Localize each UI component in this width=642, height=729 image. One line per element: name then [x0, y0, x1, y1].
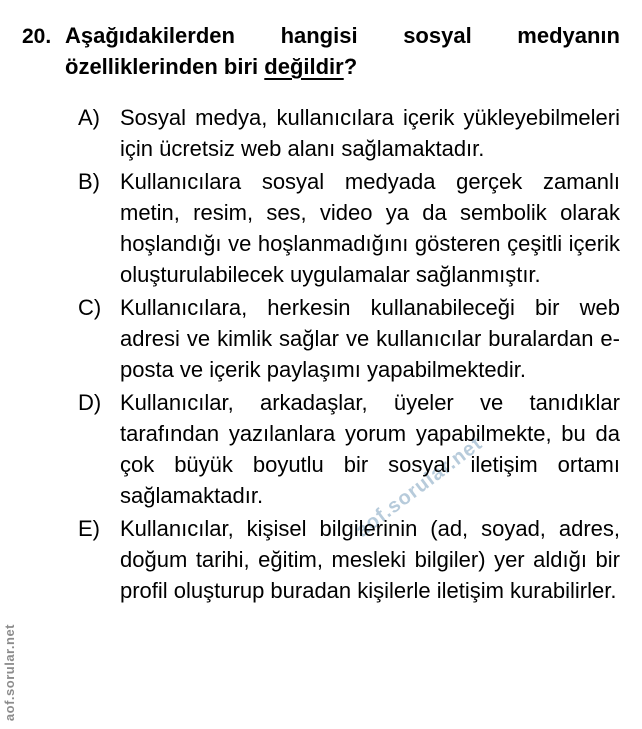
option-c-text: Kullanıcılara, herkesin kullanabileceği bir web adresi ve kimlik sağlar ve kullanıcılar buralardan e-posta ve içerik paylaşımı yapabilmektedir. [120, 295, 620, 382]
option-a-letter: A) [78, 105, 100, 130]
options-list [0, 102, 642, 606]
question-text-before: Aşağıdakilerden hangisi sosyal medyanın özelliklerinden biri [65, 23, 620, 79]
question-underlined-word: değildir [264, 54, 344, 79]
option-a-text: Sosyal medya, kullanıcılara içerik yükleyebilmeleri için ücretsiz web alanı sağlamaktadır. [120, 105, 620, 161]
question-header [0, 20, 642, 82]
option-c-letter: C) [78, 295, 102, 320]
watermark-site-diagonal: aof.sorular.net [351, 432, 487, 542]
option-e-text: Kullanıcılar, kişisel bilgilerinin (ad, soyad, adres, doğum tarihi, eğitim, mesleki bilgiler) yer aldığı bir profil oluşturup buradan kişilerle iletişim kurabilirler. [120, 516, 620, 603]
watermark-site-vertical: aof.sorular.net [2, 623, 17, 721]
option-b-text: Kullanıcılara sosyal medyada gerçek zamanlı metin, resim, ses, video ya da sembolik olarak hoşlandığı ve hoşlanmadığını gösteren çeşitli içerik oluşturulabilecek uygulamalar sağlanmıştır. [120, 169, 620, 287]
option-a [78, 102, 620, 164]
option-d-text: Kullanıcılar, arkadaşlar, üyeler ve tanıdıklar tarafından yazılanlara yorum yapabilmekte, bu da çok büyük boyutlu bir sosyal iletişim ortamı sağlamaktadır. [120, 390, 620, 508]
option-e-letter: E) [78, 516, 100, 541]
option-d [78, 387, 620, 511]
option-b [78, 166, 620, 290]
question-text [65, 20, 620, 82]
question-block [0, 20, 642, 606]
option-e [78, 513, 620, 606]
question-number: 20. [22, 25, 52, 48]
option-c [78, 292, 620, 385]
option-b-letter: B) [78, 169, 100, 194]
option-d-letter: D) [78, 390, 102, 415]
question-mark: ? [343, 54, 358, 79]
